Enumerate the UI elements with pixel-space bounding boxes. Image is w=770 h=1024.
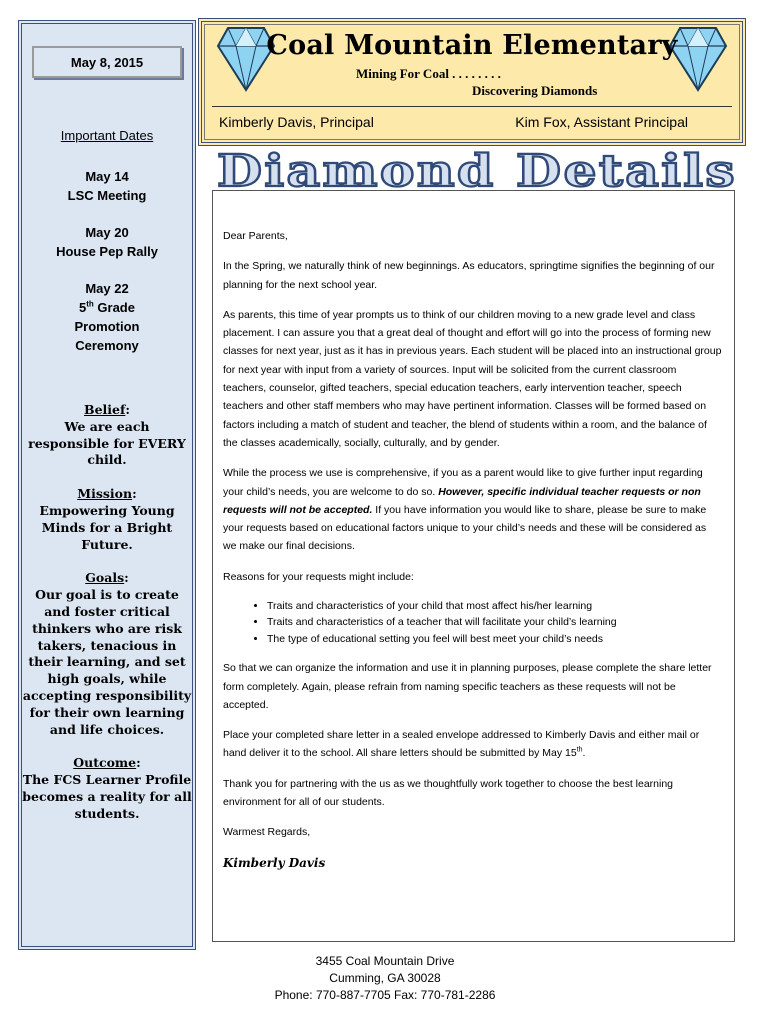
grade-suffix: th <box>86 299 94 309</box>
reasons-intro: Reasons for your requests might include: <box>223 570 414 583</box>
date-item-event: LSC Meeting <box>67 188 147 203</box>
belief-heading: Belief <box>84 402 126 417</box>
outcome-heading: Outcome <box>73 755 137 771</box>
outcome-section: Outcome: The FCS Learner Profile becomes a reality for all students. <box>22 755 192 821</box>
mission-section: Mission: Empowering Young Minds for a Bright Future. <box>22 486 192 553</box>
school-name: Coal Mountain Elementary <box>266 30 678 61</box>
important-dates <box>22 128 192 373</box>
newsletter-title <box>212 142 742 194</box>
school-values <box>22 402 192 840</box>
principal-name: Kimberly Davis, Principal <box>219 114 374 130</box>
important-dates-heading: Important Dates <box>60 128 154 143</box>
footer <box>200 953 570 1004</box>
letter-paragraph: As parents, this time of year prompts us to think of our children moving to a new grade level and class placement. I can assure you that a great deal of thought and effort will go into the process of forming new classes for next year, just as it has in previous years. Each student will be placed into an instructional group for next year with input from a variety of sources. Input will be solicited from the current classroom teachers, counselor, gifted teachers, special education teachers, early intervention teacher, speech teachers and other staff members who may have pertinent information. Classes will be formed based on factors including a match of student and teacher, the blend of students within a room, and the balance of the classes academically, socially, culturally, and by gender. <box>223 308 722 449</box>
footer-city: Cumming, GA 30028 <box>329 971 441 985</box>
paragraph-text: . <box>582 747 586 760</box>
reasons-list <box>223 598 722 647</box>
footer-contact: Phone: 770-887-7705 Fax: 770-781-2286 <box>274 988 496 1002</box>
date-item-date: May 14 <box>85 169 129 184</box>
letter-closing: Warmest Regards, <box>223 826 311 839</box>
outcome-text: The FCS Learner Profile becomes a reality for all students. <box>22 772 192 821</box>
list-item: • Traits and characteristics of your child that most affect his/her learning <box>267 598 722 614</box>
footer-address: 3455 Coal Mountain Drive <box>315 954 455 968</box>
letter-paragraph <box>223 464 722 555</box>
date-item-grade <box>22 298 192 317</box>
mission-text: Empowering Young Minds for a Bright Future. <box>39 502 175 552</box>
date-item-date: May 20 <box>85 225 129 240</box>
letter-body <box>212 190 735 942</box>
grade-word: Grade <box>93 300 135 315</box>
masthead-banner <box>198 18 746 146</box>
assistant-principal-name: Kim Fox, Assistant Principal <box>515 114 688 130</box>
date-item-event: House Pep Rally <box>56 244 158 259</box>
paragraph-text: If you have information you would like to share, please be sure to make your requests based on educational factors unique to your child’s needs and these will be considered as we make our final decisions. <box>223 503 707 553</box>
paragraph-text: While the process we use is comprehensive, if you as a parent would like to give further input regarding your child’s needs, you are welcome to do so. <box>223 467 703 498</box>
goals-text: Our goal is to create and foster critical thinkers who are risk takers, tenacious in their learning, and set high goals, while accepting responsibility for their own learning and life choices. <box>22 587 192 737</box>
banner-divider <box>212 106 732 107</box>
belief-text: We are each responsible for EVERY child. <box>28 418 186 468</box>
paragraph-text: Place your completed share letter in a sealed envelope addressed to Kimberly Davis and either mail or hand deliver it to the school. All share letters should be submitted by May 15 <box>223 729 700 760</box>
issue-date: May 8, 2015 <box>32 46 182 78</box>
list-item: • Traits and characteristics of a teacher that will facilitate your child’s learning <box>267 614 722 630</box>
letter-greeting: Dear Parents, <box>223 230 288 242</box>
goals-heading: Goals <box>85 570 125 586</box>
date-item <box>22 223 192 261</box>
date-item-event: Promotion <box>74 319 140 334</box>
grade-number: 5 <box>79 300 87 315</box>
tagline-mining: Mining For Coal . . . . . . . . <box>356 66 501 81</box>
list-item: • The type of educational setting you feel will best meet your child’s needs <box>267 631 722 647</box>
date-item <box>22 167 192 205</box>
emphasis-text: However, specific individual teacher requests or non requests will not be accepted. <box>223 485 701 516</box>
belief-section: Belief: We are each responsible for EVERY child. <box>22 402 192 469</box>
letter-paragraph <box>223 726 722 763</box>
date-suffix: th <box>576 746 583 754</box>
newsletter-title-text: Diamond Details <box>217 146 737 194</box>
letter-paragraph: Thank you for partnering with the us as we thoughtfully work together to choose the best learning environment for all of our students. <box>223 777 674 809</box>
date-item-event: Ceremony <box>75 338 139 353</box>
date-item-date: May 22 <box>85 281 129 296</box>
goals-section: Goals: Our goal is to create and foster critical thinkers who are risk takers, tenacious in their learning, and set high goals, while accepting responsibility for their own learning and life choices. <box>22 570 192 737</box>
sidebar <box>18 20 196 950</box>
signature: Kimberly Davis <box>223 855 326 870</box>
tagline-diamonds: Discovering Diamonds <box>472 83 598 98</box>
date-item <box>22 279 192 355</box>
mission-heading: Mission <box>77 486 133 502</box>
letter-paragraph: In the Spring, we naturally think of new beginnings. As educators, springtime signifies the beginning of our planning for the next school year. <box>223 260 715 291</box>
letter-paragraph: So that we can organize the information and use it in planning purposes, please complete the share letter form completely. Again, please refrain from naming specific teachers as these requests will not be accepted. <box>223 662 712 711</box>
